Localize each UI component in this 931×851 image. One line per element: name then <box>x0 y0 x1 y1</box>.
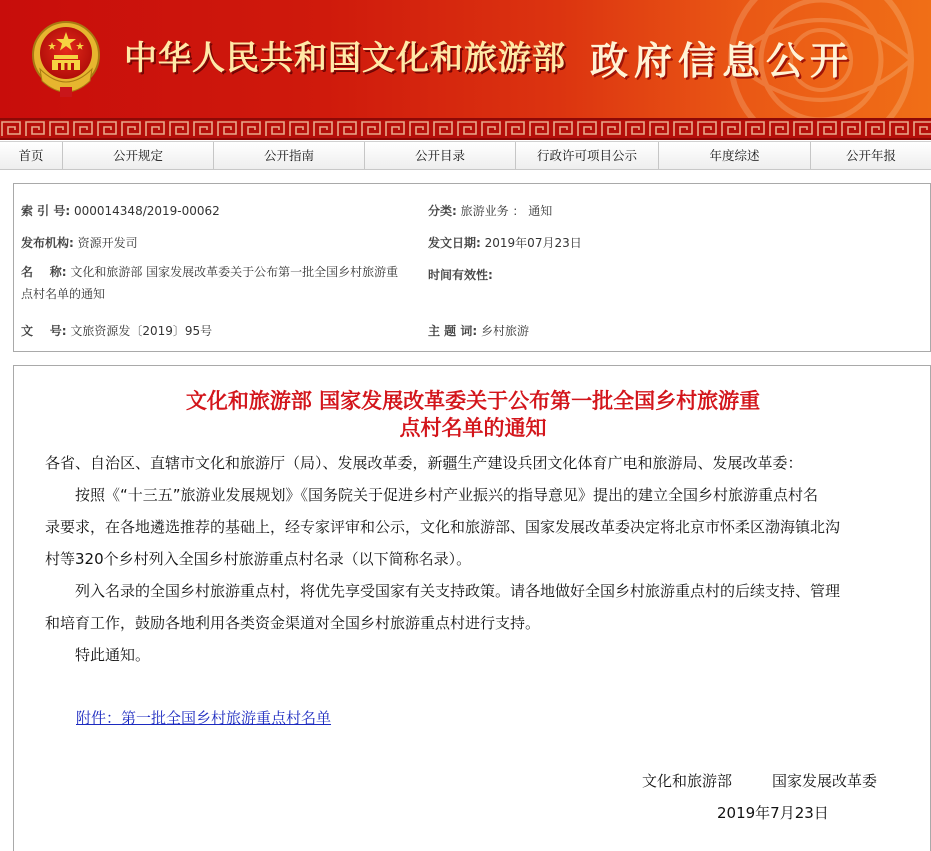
attachment-link[interactable]: 附件：第一批全国乡村旅游重点村名单 <box>76 709 332 727</box>
nav-licensing-items[interactable]: 行政许可项目公示 <box>516 142 659 169</box>
meta-date-label: 发文日期: <box>428 236 481 250</box>
meta-name-label: 名 称: <box>21 265 67 279</box>
signature-date: 2019年7月23日 <box>717 804 829 822</box>
meta-index <box>21 202 220 219</box>
article-title-line1: 文化和旅游部 国家发展改革委关于公布第一批全国乡村旅游重 <box>185 389 761 413</box>
nav-disclosure-rules[interactable]: 公开规定 <box>63 142 214 169</box>
meta-publisher-value: 资源开发司 <box>77 236 138 250</box>
meta-validity <box>428 266 493 283</box>
article-title-line2: 点村名单的通知 <box>399 416 547 440</box>
article-body <box>13 365 931 851</box>
signature-org-2: 国家发展改革委 <box>772 772 878 790</box>
meta-docno-label: 文 号: <box>21 324 67 338</box>
paragraph-2-line1: 列入名录的全国乡村旅游重点村，将优先享受国家有关支持政策。请各地做好全国乡村旅游重点村的后续支持、管理 <box>75 582 841 600</box>
meta-date-value: 2019年07月23日 <box>484 236 582 250</box>
paragraph-1-line1: 按照《“十三五”旅游业发展规划》《国务院关于促进乡村产业振兴的指导意见》提出的建立全国乡村旅游重点村名 <box>75 486 819 504</box>
meta-docno <box>21 322 212 339</box>
meta-index-label: 索 引 号: <box>21 204 71 218</box>
meta-date <box>428 234 582 251</box>
section-title: 政府信息公开 <box>590 38 855 83</box>
meta-docno-value: 文旅资源发〔2019〕95号 <box>70 324 213 338</box>
meta-name-value-line1: 文化和旅游部 国家发展改革委关于公布第一批全国乡村旅游重 <box>70 265 399 279</box>
national-emblem-icon <box>30 17 102 101</box>
meta-index-value: 000014348/2019-00062 <box>73 204 220 218</box>
main-nav <box>0 141 931 170</box>
site-banner <box>0 0 931 118</box>
nav-disclosure-catalog[interactable]: 公开目录 <box>365 142 516 169</box>
salutation: 各省、自治区、直辖市文化和旅游厅（局）、发展改革委，新疆生产建设兵团文化体育广电和旅游局、发展改革委： <box>45 454 803 472</box>
decorative-border <box>0 118 931 140</box>
meta-keyword-value: 乡村旅游 <box>480 324 529 338</box>
meta-name <box>21 261 421 305</box>
meta-keyword <box>428 322 529 339</box>
meta-keyword-label: 主 题 词: <box>428 324 478 338</box>
meta-publisher-label: 发布机构: <box>21 236 74 250</box>
meta-category-value: 旅游业务 ： 通知 <box>460 204 553 218</box>
paragraph-2-line2: 和培育工作，鼓励各地利用各类资金渠道对全国乡村旅游重点村进行支持。 <box>45 614 541 632</box>
meta-publisher <box>21 234 138 251</box>
paragraph-3: 特此通知。 <box>75 646 151 664</box>
paragraph-1-line2: 录要求，在各地遴选推荐的基础上，经专家评审和公示，文化和旅游部、国家发展改革委决定将北京市怀柔区渤海镇北沟 <box>45 518 841 536</box>
meta-name-value-line2: 点村名单的通知 <box>21 287 106 301</box>
signature-org-1: 文化和旅游部 <box>642 772 733 790</box>
paragraph-1-line3: 村等320个乡村列入全国乡村旅游重点村名录（以下简称名录）。 <box>45 550 472 568</box>
meta-category <box>428 202 552 219</box>
nav-disclosure-guide[interactable]: 公开指南 <box>214 142 365 169</box>
nav-annual-summary[interactable]: 年度综述 <box>659 142 811 169</box>
meta-category-label: 分类: <box>428 204 457 218</box>
ministry-title: 中华人民共和国文化和旅游部 <box>124 38 566 77</box>
meta-validity-label: 时间有效性: <box>428 268 493 282</box>
nav-annual-report[interactable]: 公开年报 <box>845 148 896 163</box>
nav-home[interactable]: 首页 <box>0 142 63 169</box>
document-metadata <box>13 183 931 352</box>
